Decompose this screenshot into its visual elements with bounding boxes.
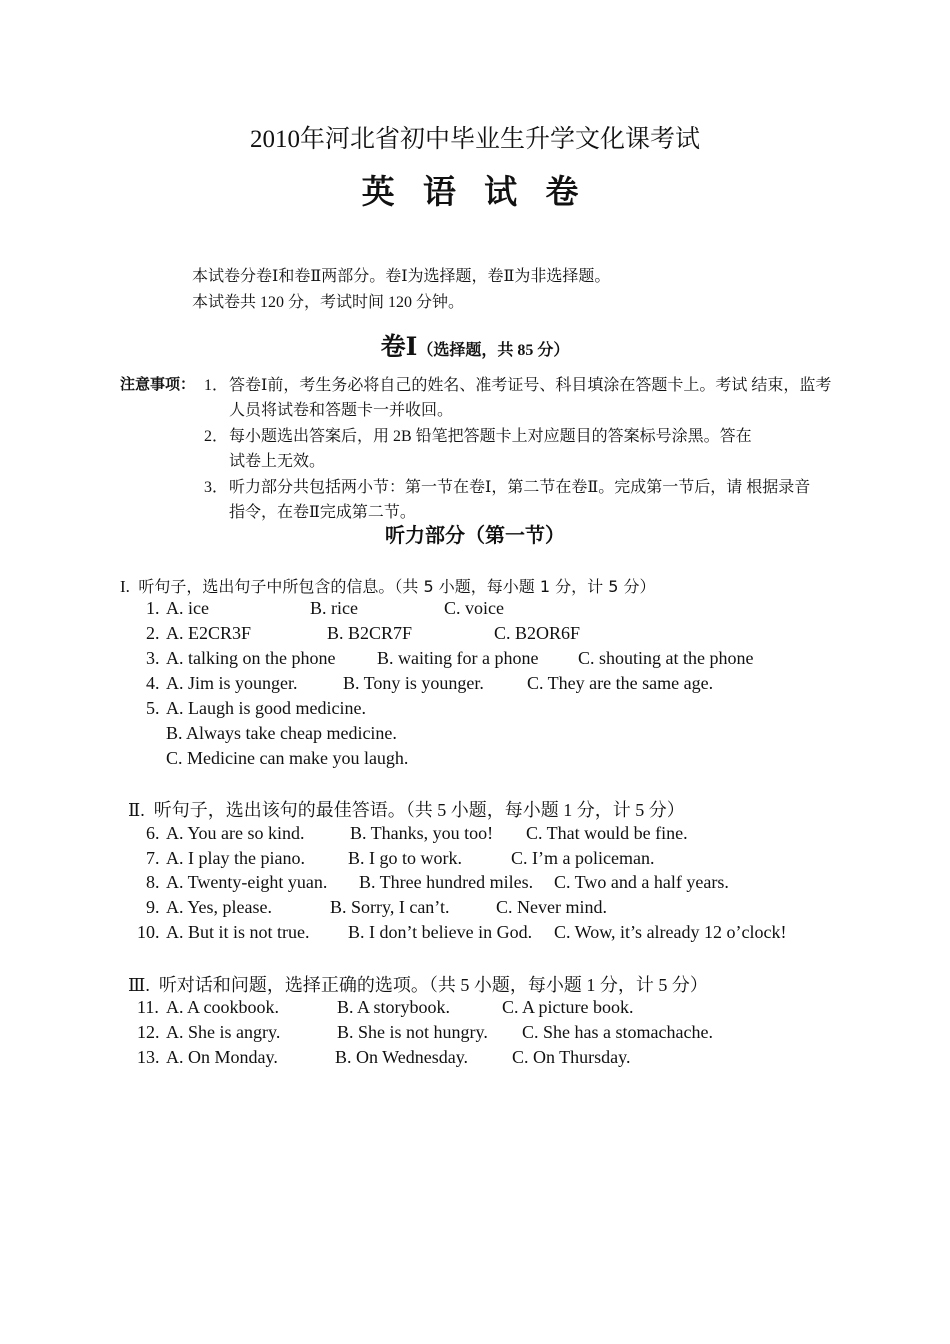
section-3-num: Ⅲ. [128,975,150,995]
option-c: C. That would be fine. [526,823,688,843]
volume-desc: （选择题，共 85 分） [417,342,570,359]
question-num: 6. [146,823,160,843]
option-b: B. I go to work. [348,848,462,868]
option-a: A. ice [166,598,209,618]
option-a: A. Laugh is good medicine. [166,698,366,718]
volume-heading [0,327,950,363]
option-b: B. Tony is younger. [343,673,484,693]
section-1-instruction: 听句子，选出句子中所包含的信息。（共 5 小题，每小题 1 分，计 5 分） [138,577,656,596]
note-1-num: 1． [204,377,229,394]
intro-line-2: 本试卷共 120 分，考试时间 120 分钟。 [192,294,465,311]
option-c: C. On Thursday. [512,1047,631,1067]
question-num: 9. [146,897,160,917]
option-a: A. She is angry. [166,1022,281,1042]
note-3-line-2: 指令，在卷Ⅱ完成第二节。 [229,504,416,521]
question-num: 12. [137,1022,160,1042]
note-2-num: 2． [204,428,229,445]
note-1-line-1: 答卷Ⅰ前，考生务必将自己的姓名、准考证号、科目填涂在答题卡上。考试 结束，监考 [229,377,832,394]
option-a: A. talking on the phone [166,648,336,668]
option-a: A. But it is not true. [166,922,310,942]
option-b: B. B2CR7F [327,623,413,643]
option-a: A. I play the piano. [166,848,305,868]
note-3-num: 3． [204,479,229,496]
option-a: A. A cookbook. [166,997,280,1017]
question-num: 7. [146,848,160,868]
option-c: C. Never mind. [496,897,607,917]
option-b: B. I don’t believe in God. [348,922,533,942]
section-2-heading [128,796,685,822]
option-c: C. Wow, it’s already 12 o’clock! [554,922,787,942]
option-a: A. Jim is younger. [166,673,298,693]
question-num: 1. [146,598,160,618]
question-num: 4. [146,673,160,693]
volume-name: 卷Ⅰ [380,334,418,361]
intro-line-1: 本试卷分卷Ⅰ和卷Ⅱ两部分。卷Ⅰ为选择题，卷Ⅱ为非选择题。 [192,268,611,285]
question-num: 13. [137,1047,160,1067]
note-2-line-1: 每小题选出答案后，用 2B 铅笔把答题卡上对应题目的答案标号涂黑。答在 [229,428,752,445]
question-num: 10. [137,922,160,942]
listening-title: 听力部分（第一节） [385,525,565,547]
exam-title: 2010年河北省初中毕业生升学文化课考试 [249,126,700,153]
option-a: A. Twenty-eight yuan. [166,872,328,892]
option-b: B. Three hundred miles. [359,872,534,892]
question-num: 5. [146,698,160,718]
note-2-line-2: 试卷上无效。 [229,453,326,470]
option-c: C. B2OR6F [494,623,581,643]
option-c: C. voice [444,598,504,618]
question-num: 3. [146,648,160,668]
option-b: B. She is not hungry. [337,1022,488,1042]
option-c: C. They are the same age. [527,673,714,693]
section-3-instruction: 听对话和问题，选择正确的选项。（共 5 小题，每小题 1 分，计 5 分） [158,975,708,995]
note-3-line-1: 听力部分共包括两小节：第一节在卷Ⅰ，第二节在卷Ⅱ。完成第一节后，请 根据录音 [229,479,811,496]
option-b: B. Thanks, you too! [350,823,494,843]
note-1-line-2: 人员将试卷和答题卡一并收回。 [229,402,454,419]
option-a: A. You are so kind. [166,823,305,843]
option-c: C. She has a stomachache. [522,1022,713,1042]
option-b: B. A storybook. [337,997,451,1017]
question-num: 2. [146,623,160,643]
section-2-num: Ⅱ. [128,800,145,820]
option-c: C. A picture book. [502,997,634,1017]
option-c: C. Medicine can make you laugh. [166,748,409,768]
section-1-heading [120,574,655,597]
option-a: A. Yes, please. [166,897,272,917]
question-num: 8. [146,872,160,892]
option-a: A. On Monday. [166,1047,278,1067]
option-b: B. On Wednesday. [335,1047,469,1067]
option-c: C. I’m a policeman. [511,848,655,868]
section-1-num: I. [120,577,130,596]
option-b: B. waiting for a phone [377,648,539,668]
question-num: 11. [137,997,159,1017]
option-b: B. Always take cheap medicine. [166,723,397,743]
option-b: B. Sorry, I can’t. [330,897,450,917]
notes-label: 注意事项： [120,375,196,393]
option-a: A. E2CR3F [166,623,252,643]
section-3-heading [128,971,708,997]
option-c: C. Two and a half years. [554,872,729,892]
option-c: C. shouting at the phone [578,648,754,668]
option-b: B. rice [310,598,358,618]
exam-subtitle: 英 语 试 卷 [361,175,589,211]
section-2-instruction: 听句子，选出该句的最佳答语。（共 5 小题，每小题 1 分，计 5 分） [153,800,685,820]
